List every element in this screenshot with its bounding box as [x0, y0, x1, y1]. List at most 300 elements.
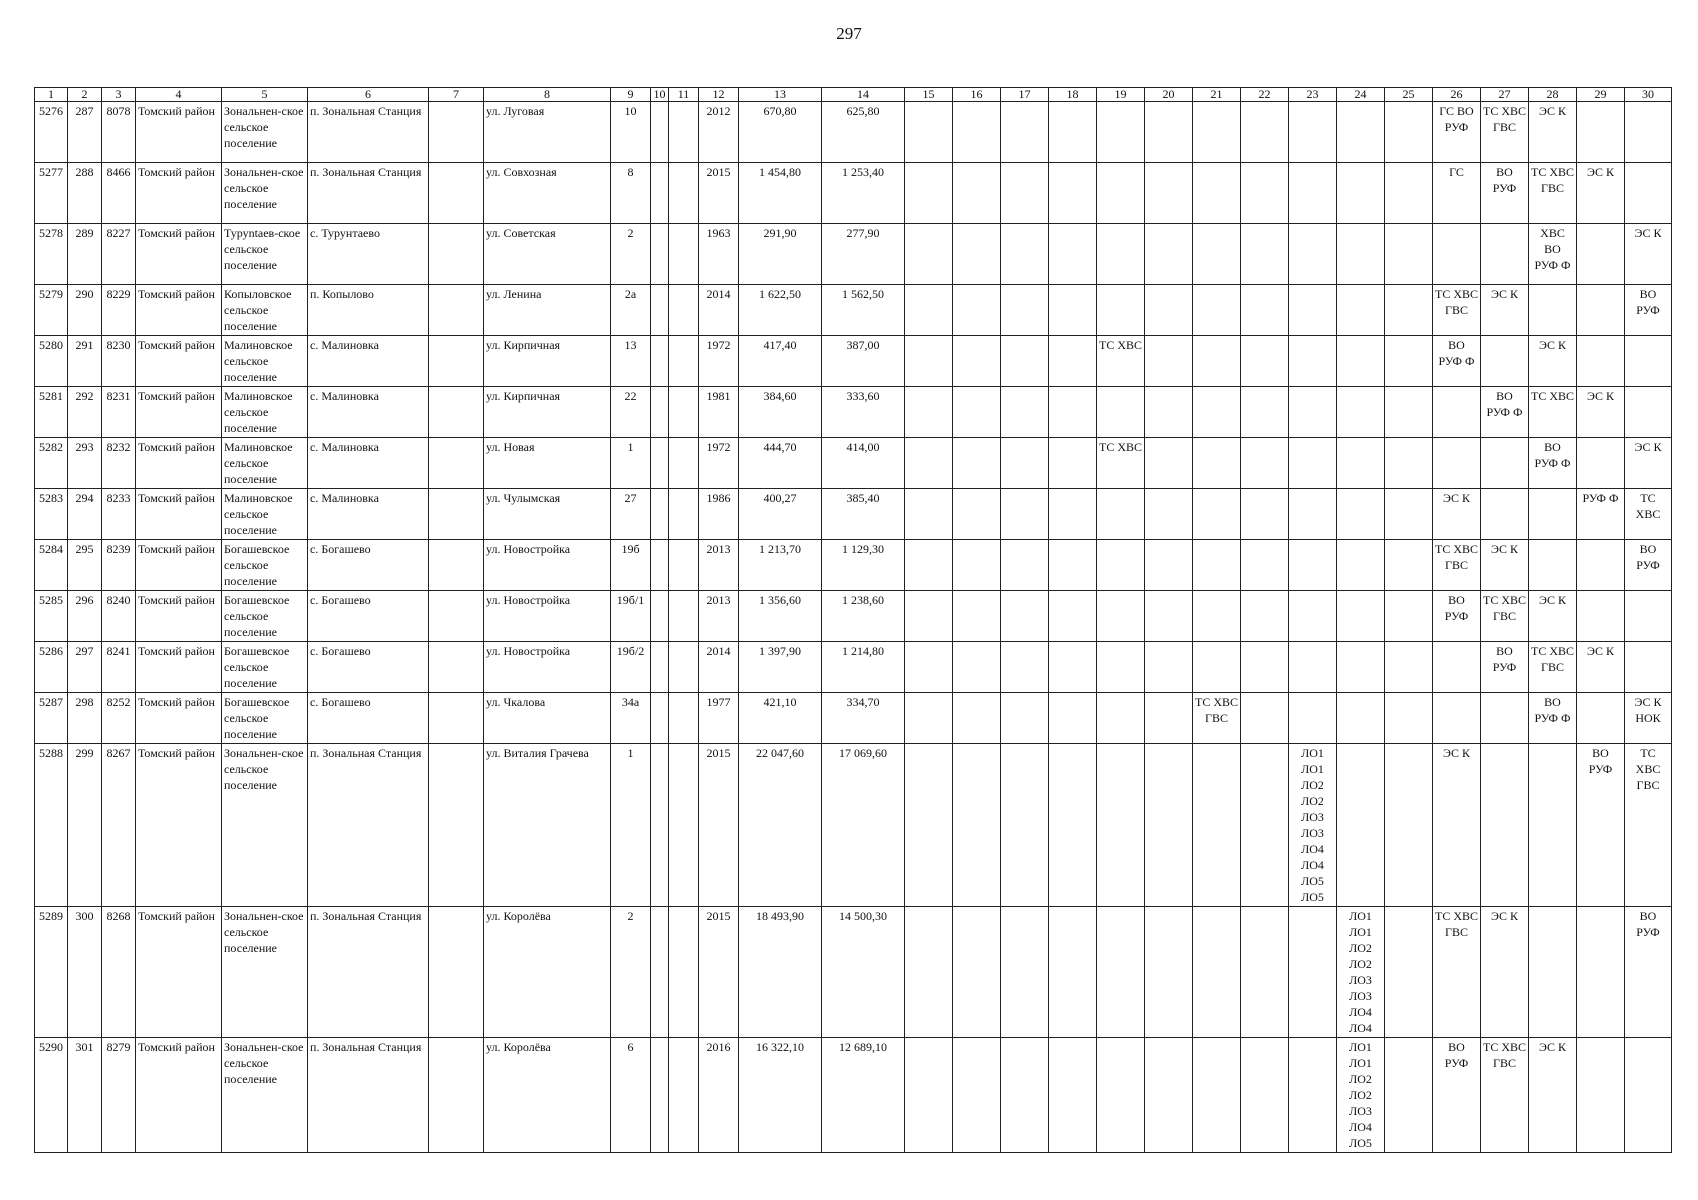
cell-col-19 [1097, 540, 1145, 591]
cell-col-22 [1241, 285, 1289, 336]
cell-col-3: 8233 [102, 489, 136, 540]
cell-col-9: 2 [611, 224, 651, 285]
cell-col-4: Томский район [136, 489, 222, 540]
cell-col-30 [1625, 102, 1672, 163]
cell-col-7 [429, 224, 484, 285]
cell-col-2: 296 [68, 591, 102, 642]
cell-col-28: ТС ХВС ГВС [1529, 642, 1577, 693]
cell-col-25 [1385, 102, 1433, 163]
cell-col-14: 1 238,60 [822, 591, 905, 642]
cell-col-13: 1 397,90 [739, 642, 822, 693]
column-header-1: 1 [35, 88, 68, 102]
cell-col-14: 12 689,10 [822, 1038, 905, 1153]
cell-col-24: ЛО1 ЛО1 ЛО2 ЛО2 ЛО3 ЛО3 ЛО4 ЛО4 [1337, 907, 1385, 1038]
cell-col-2: 295 [68, 540, 102, 591]
cell-col-27: ТС ХВС ГВС [1481, 1038, 1529, 1153]
cell-col-3: 8267 [102, 744, 136, 907]
cell-col-27 [1481, 693, 1529, 744]
cell-col-8: ул. Кирпичная [484, 387, 611, 438]
cell-col-10 [651, 693, 669, 744]
cell-col-4: Томский район [136, 693, 222, 744]
cell-col-16 [953, 540, 1001, 591]
cell-col-5: Зональнен-ское сельское поселение [222, 744, 308, 907]
cell-col-2: 290 [68, 285, 102, 336]
cell-col-1: 5282 [35, 438, 68, 489]
cell-col-22 [1241, 1038, 1289, 1153]
cell-col-16 [953, 102, 1001, 163]
cell-col-1: 5289 [35, 907, 68, 1038]
cell-col-17 [1001, 693, 1049, 744]
column-header-17: 17 [1001, 88, 1049, 102]
table-row [35, 438, 1672, 489]
cell-col-25 [1385, 224, 1433, 285]
table-row [35, 693, 1672, 744]
cell-col-22 [1241, 387, 1289, 438]
cell-col-22 [1241, 163, 1289, 224]
cell-col-29: ЭС К [1577, 642, 1625, 693]
cell-col-23 [1289, 102, 1337, 163]
cell-col-21 [1193, 744, 1241, 907]
cell-col-16 [953, 489, 1001, 540]
cell-col-5: Зональнен-ское сельское поселение [222, 1038, 308, 1153]
cell-col-5: Малиновское сельское поселение [222, 489, 308, 540]
cell-col-22 [1241, 489, 1289, 540]
cell-col-18 [1049, 438, 1097, 489]
cell-col-4: Томский район [136, 642, 222, 693]
cell-col-15 [905, 336, 953, 387]
cell-col-11 [669, 642, 699, 693]
cell-col-4: Томский район [136, 540, 222, 591]
cell-col-8: ул. Новостройка [484, 540, 611, 591]
cell-col-20 [1145, 489, 1193, 540]
cell-col-26: ВО РУФ Ф [1433, 336, 1481, 387]
cell-col-23 [1289, 642, 1337, 693]
cell-col-20 [1145, 744, 1193, 907]
cell-col-10 [651, 224, 669, 285]
cell-col-26 [1433, 693, 1481, 744]
column-header-2: 2 [68, 88, 102, 102]
cell-col-27: ВО РУФ [1481, 642, 1529, 693]
cell-col-19 [1097, 387, 1145, 438]
cell-col-21 [1193, 591, 1241, 642]
cell-col-24 [1337, 285, 1385, 336]
cell-col-10 [651, 102, 669, 163]
cell-col-9: 19б/1 [611, 591, 651, 642]
cell-col-23 [1289, 285, 1337, 336]
cell-col-29: ВО РУФ [1577, 744, 1625, 907]
cell-col-4: Томский район [136, 907, 222, 1038]
cell-col-6: с. Богашево [308, 642, 429, 693]
table-row [35, 387, 1672, 438]
cell-col-6: п. Зональная Станция [308, 1038, 429, 1153]
column-header-27: 27 [1481, 88, 1529, 102]
cell-col-21 [1193, 285, 1241, 336]
cell-col-29 [1577, 591, 1625, 642]
cell-col-30 [1625, 642, 1672, 693]
cell-col-13: 417,40 [739, 336, 822, 387]
cell-col-6: с. Богашево [308, 591, 429, 642]
cell-col-7 [429, 336, 484, 387]
cell-col-25 [1385, 489, 1433, 540]
cell-col-23 [1289, 907, 1337, 1038]
cell-col-2: 287 [68, 102, 102, 163]
cell-col-12: 2012 [699, 102, 739, 163]
cell-col-21 [1193, 163, 1241, 224]
cell-col-10 [651, 907, 669, 1038]
cell-col-17 [1001, 336, 1049, 387]
cell-col-10 [651, 163, 669, 224]
cell-col-28: ЭС К [1529, 336, 1577, 387]
cell-col-19 [1097, 285, 1145, 336]
cell-col-11 [669, 591, 699, 642]
cell-col-19 [1097, 163, 1145, 224]
cell-col-8: ул. Новая [484, 438, 611, 489]
table-row [35, 285, 1672, 336]
cell-col-11 [669, 1038, 699, 1153]
column-header-22: 22 [1241, 88, 1289, 102]
cell-col-2: 300 [68, 907, 102, 1038]
cell-col-27: ТС ХВС ГВС [1481, 102, 1529, 163]
header-row [35, 88, 1672, 102]
cell-col-30: ТС ХВС ГВС [1625, 744, 1672, 907]
cell-col-30: ЭС К НОК [1625, 693, 1672, 744]
page-number: 297 [836, 24, 862, 43]
column-header-23: 23 [1289, 88, 1337, 102]
cell-col-3: 8227 [102, 224, 136, 285]
cell-col-28: ТС ХВС [1529, 387, 1577, 438]
column-header-8: 8 [484, 88, 611, 102]
cell-col-21 [1193, 642, 1241, 693]
cell-col-18 [1049, 642, 1097, 693]
cell-col-15 [905, 387, 953, 438]
cell-col-18 [1049, 387, 1097, 438]
cell-col-13: 670,80 [739, 102, 822, 163]
cell-col-23: ЛО1 ЛО1 ЛО2 ЛО2 ЛО3 ЛО3 ЛО4 ЛО4 ЛО5 ЛО5 [1289, 744, 1337, 907]
cell-col-12: 2013 [699, 591, 739, 642]
cell-col-29 [1577, 907, 1625, 1038]
column-header-25: 25 [1385, 88, 1433, 102]
cell-col-30: ЭС К [1625, 224, 1672, 285]
cell-col-18 [1049, 744, 1097, 907]
cell-col-8: ул. Чулымская [484, 489, 611, 540]
cell-col-9: 1 [611, 438, 651, 489]
cell-col-10 [651, 387, 669, 438]
cell-col-14: 1 129,30 [822, 540, 905, 591]
cell-col-13: 16 322,10 [739, 1038, 822, 1153]
cell-col-21 [1193, 907, 1241, 1038]
cell-col-2: 301 [68, 1038, 102, 1153]
cell-col-9: 27 [611, 489, 651, 540]
cell-col-3: 8230 [102, 336, 136, 387]
cell-col-26: ТС ХВС ГВС [1433, 907, 1481, 1038]
cell-col-24: ЛО1 ЛО1 ЛО2 ЛО2 ЛО3 ЛО4 ЛО5 [1337, 1038, 1385, 1153]
cell-col-6: п. Зональная Станция [308, 163, 429, 224]
cell-col-5: Богашевское сельское поселение [222, 693, 308, 744]
cell-col-20 [1145, 540, 1193, 591]
cell-col-5: Зональнен-ское сельское поселение [222, 907, 308, 1038]
cell-col-28: ХВС ВО РУФ Ф [1529, 224, 1577, 285]
cell-col-7 [429, 591, 484, 642]
cell-col-19: ТС ХВС [1097, 438, 1145, 489]
column-header-28: 28 [1529, 88, 1577, 102]
cell-col-1: 5278 [35, 224, 68, 285]
cell-col-11 [669, 163, 699, 224]
cell-col-21 [1193, 224, 1241, 285]
cell-col-3: 8466 [102, 163, 136, 224]
column-number-header [35, 88, 1672, 102]
cell-col-15 [905, 591, 953, 642]
cell-col-26 [1433, 387, 1481, 438]
cell-col-20 [1145, 907, 1193, 1038]
cell-col-7 [429, 387, 484, 438]
cell-col-28: ВО РУФ Ф [1529, 693, 1577, 744]
cell-col-28: ЭС К [1529, 1038, 1577, 1153]
cell-col-26: ЭС К [1433, 744, 1481, 907]
cell-col-12: 2015 [699, 907, 739, 1038]
cell-col-18 [1049, 907, 1097, 1038]
cell-col-30 [1625, 591, 1672, 642]
table-row [35, 163, 1672, 224]
cell-col-12: 1972 [699, 438, 739, 489]
cell-col-5: Зональнен-ское сельское поселение [222, 163, 308, 224]
column-header-12: 12 [699, 88, 739, 102]
cell-col-10 [651, 642, 669, 693]
cell-col-27 [1481, 489, 1529, 540]
column-header-10: 10 [651, 88, 669, 102]
cell-col-14: 334,70 [822, 693, 905, 744]
column-header-3: 3 [102, 88, 136, 102]
cell-col-3: 8078 [102, 102, 136, 163]
cell-col-4: Томский район [136, 102, 222, 163]
cell-col-24 [1337, 438, 1385, 489]
cell-col-2: 289 [68, 224, 102, 285]
cell-col-17 [1001, 387, 1049, 438]
cell-col-18 [1049, 591, 1097, 642]
cell-col-1: 5281 [35, 387, 68, 438]
cell-col-12: 2014 [699, 642, 739, 693]
cell-col-21: ТС ХВС ГВС [1193, 693, 1241, 744]
cell-col-2: 297 [68, 642, 102, 693]
cell-col-28: ТС ХВС ГВС [1529, 163, 1577, 224]
cell-col-8: ул. Королёва [484, 1038, 611, 1153]
column-header-19: 19 [1097, 88, 1145, 102]
cell-col-7 [429, 540, 484, 591]
column-header-24: 24 [1337, 88, 1385, 102]
cell-col-11 [669, 693, 699, 744]
cell-col-28: ВО РУФ Ф [1529, 438, 1577, 489]
cell-col-25 [1385, 336, 1433, 387]
cell-col-19 [1097, 907, 1145, 1038]
column-header-21: 21 [1193, 88, 1241, 102]
cell-col-17 [1001, 642, 1049, 693]
cell-col-29: ЭС К [1577, 163, 1625, 224]
cell-col-26: ГС [1433, 163, 1481, 224]
cell-col-19 [1097, 642, 1145, 693]
table-row [35, 489, 1672, 540]
cell-col-29 [1577, 224, 1625, 285]
cell-col-30: ВО РУФ [1625, 285, 1672, 336]
cell-col-11 [669, 489, 699, 540]
cell-col-9: 19б [611, 540, 651, 591]
cell-col-1: 5283 [35, 489, 68, 540]
cell-col-17 [1001, 102, 1049, 163]
cell-col-27: ЭС К [1481, 907, 1529, 1038]
cell-col-15 [905, 642, 953, 693]
cell-col-6: с. Богашево [308, 693, 429, 744]
cell-col-19 [1097, 744, 1145, 907]
cell-col-9: 19б/2 [611, 642, 651, 693]
cell-col-17 [1001, 438, 1049, 489]
cell-col-9: 10 [611, 102, 651, 163]
cell-col-27: ВО РУФ [1481, 163, 1529, 224]
cell-col-24 [1337, 591, 1385, 642]
cell-col-24 [1337, 102, 1385, 163]
column-header-6: 6 [308, 88, 429, 102]
cell-col-19 [1097, 693, 1145, 744]
table-row [35, 540, 1672, 591]
cell-col-19 [1097, 489, 1145, 540]
cell-col-27: ЭС К [1481, 285, 1529, 336]
cell-col-10 [651, 540, 669, 591]
cell-col-21 [1193, 1038, 1241, 1153]
cell-col-20 [1145, 224, 1193, 285]
cell-col-3: 8241 [102, 642, 136, 693]
cell-col-18 [1049, 102, 1097, 163]
column-header-15: 15 [905, 88, 953, 102]
cell-col-7 [429, 693, 484, 744]
cell-col-17 [1001, 907, 1049, 1038]
cell-col-22 [1241, 591, 1289, 642]
cell-col-15 [905, 285, 953, 336]
cell-col-12: 1963 [699, 224, 739, 285]
cell-col-18 [1049, 336, 1097, 387]
cell-col-26: ГС ВО РУФ [1433, 102, 1481, 163]
cell-col-21 [1193, 489, 1241, 540]
cell-col-29 [1577, 285, 1625, 336]
cell-col-5: Богашевское сельское поселение [222, 591, 308, 642]
cell-col-2: 292 [68, 387, 102, 438]
cell-col-23 [1289, 438, 1337, 489]
cell-col-12: 1981 [699, 387, 739, 438]
cell-col-6: п. Зональная Станция [308, 102, 429, 163]
cell-col-16 [953, 907, 1001, 1038]
cell-col-2: 293 [68, 438, 102, 489]
cell-col-14: 1 562,50 [822, 285, 905, 336]
cell-col-19: ТС ХВС [1097, 336, 1145, 387]
cell-col-3: 8229 [102, 285, 136, 336]
cell-col-4: Томский район [136, 744, 222, 907]
cell-col-21 [1193, 102, 1241, 163]
cell-col-25 [1385, 163, 1433, 224]
cell-col-4: Томский район [136, 591, 222, 642]
cell-col-22 [1241, 693, 1289, 744]
cell-col-14: 277,90 [822, 224, 905, 285]
cell-col-22 [1241, 224, 1289, 285]
cell-col-30 [1625, 163, 1672, 224]
column-header-26: 26 [1433, 88, 1481, 102]
cell-col-12: 1977 [699, 693, 739, 744]
cell-col-22 [1241, 642, 1289, 693]
cell-col-8: ул. Новостройка [484, 591, 611, 642]
table-body [35, 102, 1672, 1153]
cell-col-23 [1289, 163, 1337, 224]
column-header-5: 5 [222, 88, 308, 102]
cell-col-11 [669, 744, 699, 907]
column-header-9: 9 [611, 88, 651, 102]
cell-col-6: п. Копылово [308, 285, 429, 336]
cell-col-4: Томский район [136, 1038, 222, 1153]
cell-col-17 [1001, 285, 1049, 336]
cell-col-1: 5276 [35, 102, 68, 163]
cell-col-9: 13 [611, 336, 651, 387]
cell-col-20 [1145, 285, 1193, 336]
cell-col-9: 2 [611, 907, 651, 1038]
cell-col-25 [1385, 285, 1433, 336]
cell-col-15 [905, 540, 953, 591]
cell-col-25 [1385, 387, 1433, 438]
register-table [34, 87, 1672, 1153]
cell-col-20 [1145, 438, 1193, 489]
cell-col-24 [1337, 163, 1385, 224]
cell-col-11 [669, 387, 699, 438]
cell-col-1: 5287 [35, 693, 68, 744]
cell-col-24 [1337, 387, 1385, 438]
cell-col-26 [1433, 438, 1481, 489]
cell-col-16 [953, 336, 1001, 387]
cell-col-7 [429, 642, 484, 693]
cell-col-15 [905, 102, 953, 163]
cell-col-2: 294 [68, 489, 102, 540]
cell-col-17 [1001, 1038, 1049, 1153]
cell-col-12: 1986 [699, 489, 739, 540]
cell-col-11 [669, 540, 699, 591]
cell-col-29: РУФ Ф [1577, 489, 1625, 540]
cell-col-6: п. Зональная Станция [308, 907, 429, 1038]
cell-col-9: 34а [611, 693, 651, 744]
cell-col-28 [1529, 489, 1577, 540]
cell-col-8: ул. Советская [484, 224, 611, 285]
cell-col-19 [1097, 102, 1145, 163]
cell-col-8: ул. Новостройка [484, 642, 611, 693]
cell-col-1: 5285 [35, 591, 68, 642]
table-row [35, 1038, 1672, 1153]
cell-col-28 [1529, 540, 1577, 591]
cell-col-25 [1385, 642, 1433, 693]
cell-col-16 [953, 693, 1001, 744]
cell-col-20 [1145, 591, 1193, 642]
cell-col-27 [1481, 438, 1529, 489]
column-header-13: 13 [739, 88, 822, 102]
cell-col-13: 1 213,70 [739, 540, 822, 591]
cell-col-18 [1049, 540, 1097, 591]
cell-col-20 [1145, 102, 1193, 163]
cell-col-1: 5280 [35, 336, 68, 387]
cell-col-12: 1972 [699, 336, 739, 387]
cell-col-10 [651, 438, 669, 489]
cell-col-19 [1097, 224, 1145, 285]
cell-col-10 [651, 489, 669, 540]
cell-col-14: 14 500,30 [822, 907, 905, 1038]
cell-col-23 [1289, 591, 1337, 642]
cell-col-18 [1049, 693, 1097, 744]
cell-col-13: 400,27 [739, 489, 822, 540]
cell-col-4: Томский район [136, 438, 222, 489]
cell-col-29: ЭС К [1577, 387, 1625, 438]
cell-col-28 [1529, 744, 1577, 907]
cell-col-5: Малиновское сельское поселение [222, 336, 308, 387]
cell-col-8: ул. Совхозная [484, 163, 611, 224]
cell-col-9: 22 [611, 387, 651, 438]
